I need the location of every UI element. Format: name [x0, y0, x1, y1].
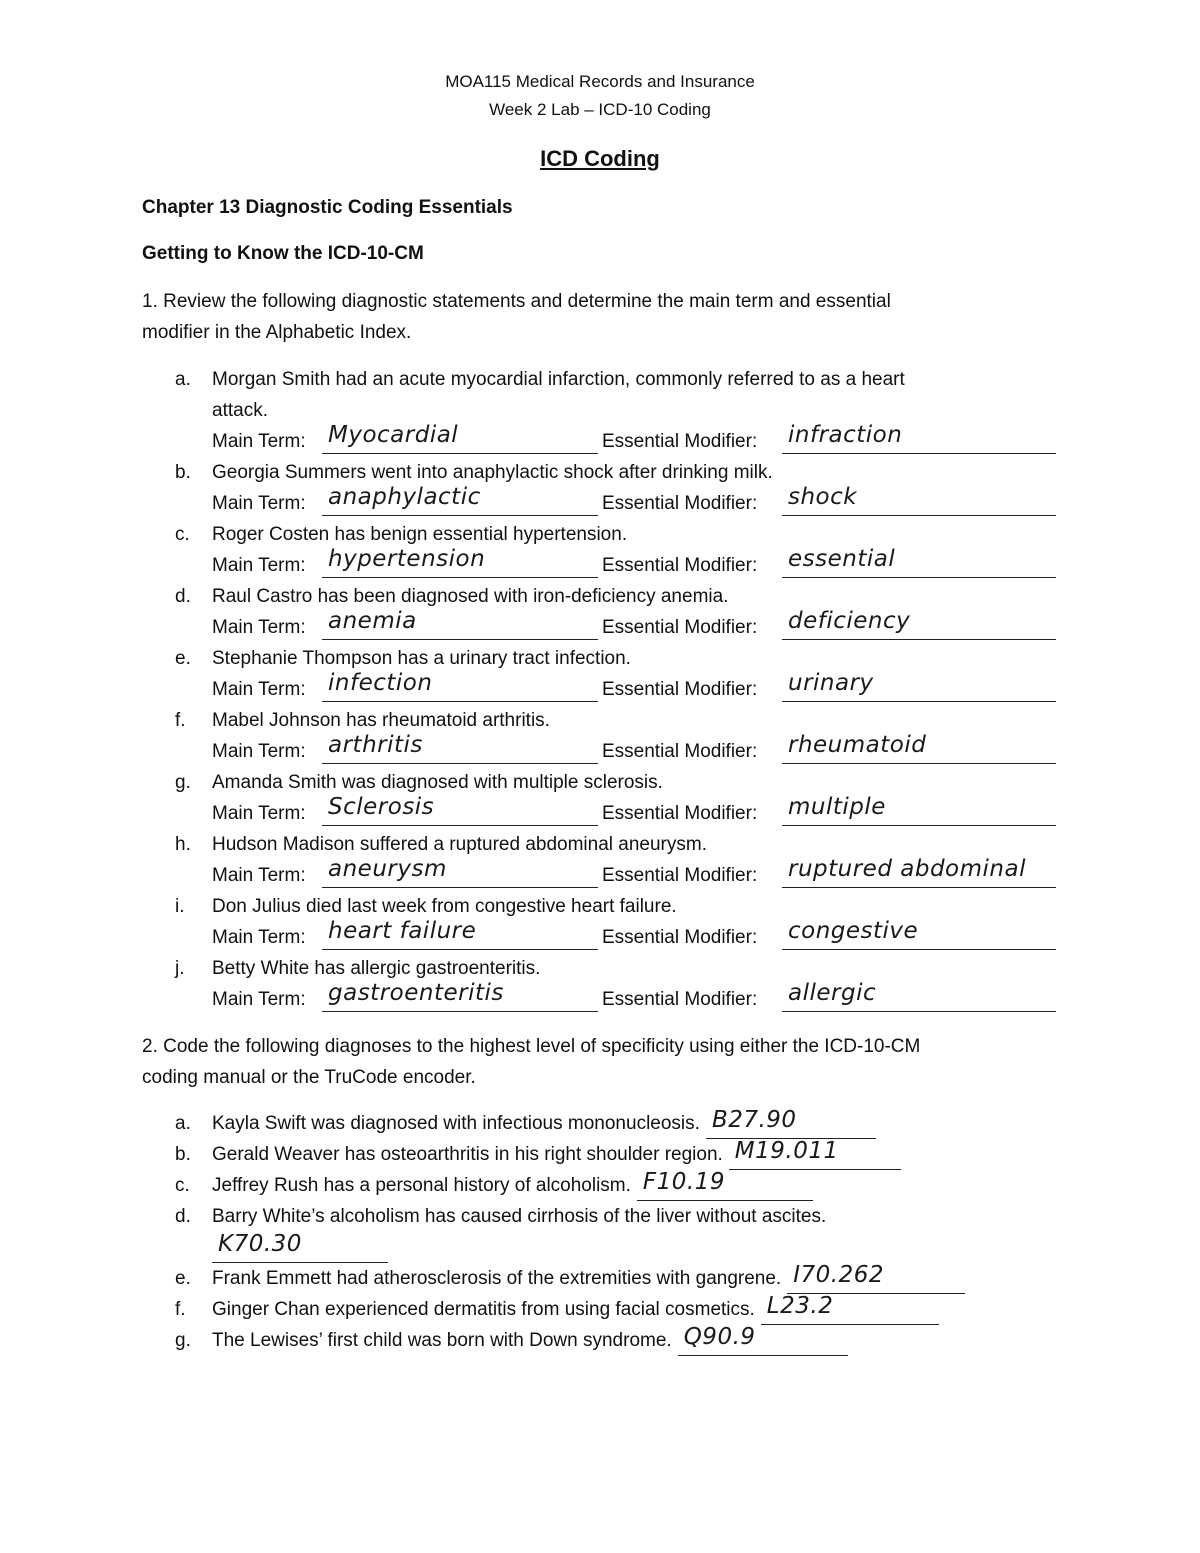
item-statement	[212, 1325, 848, 1356]
essential-modifier-label: Essential Modifier:	[602, 927, 758, 948]
essential-modifier-answer: shock	[788, 484, 858, 510]
essential-modifier-field[interactable]	[782, 856, 1056, 888]
item-letter: f.	[175, 710, 186, 731]
question-item	[142, 519, 1062, 550]
main-term-field[interactable]	[322, 856, 598, 888]
essential-modifier-field[interactable]	[782, 794, 1056, 826]
code-answer: B27.90	[711, 1107, 797, 1133]
main-term-field[interactable]	[322, 422, 598, 454]
item-letter: e.	[175, 648, 191, 669]
item-letter: d.	[175, 1206, 191, 1227]
item-statement-line2: attack.	[212, 400, 268, 421]
answer-line	[212, 422, 1062, 457]
item-text: The Lewises’ first child was born with Down syndrome.	[212, 1330, 672, 1351]
main-term-label: Main Term:	[212, 617, 306, 638]
code-line-wrap	[212, 1232, 388, 1263]
code-answer: Q90.9	[683, 1324, 756, 1350]
main-term-answer: hypertension	[328, 546, 486, 572]
item-letter: g.	[175, 1330, 191, 1351]
essential-modifier-label: Essential Modifier:	[602, 431, 758, 452]
question-2-prompt-line1: 2. Code the following diagnoses to the highest level of specificity using either the ICD-10-CM	[142, 1036, 921, 1057]
course-title: MOA115 Medical Records and Insurance	[445, 72, 755, 91]
item-statement: Georgia Summers went into anaphylactic shock after drinking milk.	[212, 462, 773, 483]
item-letter: b.	[175, 462, 191, 483]
main-term-label: Main Term:	[212, 865, 306, 886]
main-term-field[interactable]	[322, 546, 598, 578]
item-statement	[212, 1139, 901, 1170]
essential-modifier-field[interactable]	[782, 484, 1056, 516]
question-2-prompt-line2: coding manual or the TruCode encoder.	[142, 1067, 476, 1088]
answer-line	[212, 608, 1062, 643]
item-statement	[212, 1263, 965, 1294]
question-item	[142, 1170, 1062, 1201]
item-text: Jeffrey Rush has a personal history of alcoholism.	[212, 1175, 631, 1196]
main-term-label: Main Term:	[212, 927, 306, 948]
essential-modifier-label: Essential Modifier:	[602, 803, 758, 824]
main-term-field[interactable]	[322, 980, 598, 1012]
code-field[interactable]	[706, 1107, 876, 1139]
item-statement: Roger Costen has benign essential hypertension.	[212, 524, 628, 545]
question-1-prompt-line2: modifier in the Alphabetic Index.	[142, 322, 412, 343]
essential-modifier-label: Essential Modifier:	[602, 989, 758, 1010]
item-letter: i.	[175, 896, 185, 917]
item-statement: Don Julius died last week from congestive heart failure.	[212, 896, 677, 917]
essential-modifier-answer: urinary	[788, 670, 874, 696]
main-term-label: Main Term:	[212, 555, 306, 576]
code-field[interactable]	[212, 1231, 388, 1263]
question-item	[142, 1263, 1062, 1294]
item-letter: c.	[175, 524, 190, 545]
essential-modifier-answer: ruptured abdominal	[788, 856, 1026, 882]
main-term-answer: anaphylactic	[328, 484, 481, 510]
essential-modifier-label: Essential Modifier:	[602, 741, 758, 762]
item-letter: g.	[175, 772, 191, 793]
item-statement	[212, 1108, 876, 1139]
item-statement	[212, 1294, 939, 1325]
answer-line	[212, 794, 1062, 829]
code-field[interactable]	[761, 1293, 939, 1325]
essential-modifier-field[interactable]	[782, 732, 1056, 764]
code-answer: M19.011	[734, 1138, 839, 1164]
question-item	[142, 364, 1062, 395]
item-text: Barry White’s alcoholism has caused cirrhosis of the liver without ascites.	[212, 1206, 827, 1227]
question-2-prompt	[142, 1031, 1022, 1093]
item-statement: Betty White has allergic gastroenteritis.	[212, 958, 541, 979]
essential-modifier-answer: rheumatoid	[788, 732, 927, 758]
essential-modifier-label: Essential Modifier:	[602, 555, 758, 576]
main-term-answer: infection	[328, 670, 433, 696]
essential-modifier-field[interactable]	[782, 608, 1056, 640]
main-term-answer: arthritis	[328, 732, 423, 758]
item-statement: Hudson Madison suffered a ruptured abdominal aneurysm.	[212, 834, 707, 855]
item-letter: c.	[175, 1175, 190, 1196]
item-text: Gerald Weaver has osteoarthritis in his right shoulder region.	[212, 1144, 723, 1165]
main-term-label: Main Term:	[212, 741, 306, 762]
item-letter: a.	[175, 1113, 191, 1134]
main-term-answer: Sclerosis	[328, 794, 435, 820]
main-term-answer: gastroenteritis	[328, 980, 504, 1006]
question-item	[142, 1139, 1062, 1170]
lab-title: Week 2 Lab – ICD-10 Coding	[489, 100, 711, 119]
question-item	[142, 953, 1062, 984]
item-letter: b.	[175, 1144, 191, 1165]
item-letter: e.	[175, 1268, 191, 1289]
main-term-answer: anemia	[328, 608, 417, 634]
item-statement: Raul Castro has been diagnosed with iron-deficiency anemia.	[212, 586, 729, 607]
essential-modifier-answer: multiple	[788, 794, 886, 820]
main-term-field[interactable]	[322, 794, 598, 826]
main-term-label: Main Term:	[212, 679, 306, 700]
code-answer: L23.2	[766, 1293, 834, 1319]
item-letter: j.	[175, 958, 185, 979]
item-statement: Mabel Johnson has rheumatoid arthritis.	[212, 710, 550, 731]
code-field[interactable]	[678, 1324, 848, 1356]
item-text: Frank Emmett had atherosclerosis of the extremities with gangrene.	[212, 1268, 782, 1289]
item-statement: Amanda Smith was diagnosed with multiple sclerosis.	[212, 772, 663, 793]
essential-modifier-field[interactable]	[782, 670, 1056, 702]
chapter-heading: Chapter 13 Diagnostic Coding Essentials	[142, 197, 513, 218]
item-statement: Morgan Smith had an acute myocardial infarction, commonly referred to as a heart	[212, 369, 905, 390]
code-field[interactable]	[729, 1138, 901, 1170]
essential-modifier-answer: essential	[788, 546, 896, 572]
essential-modifier-field[interactable]	[782, 546, 1056, 578]
answer-line	[212, 732, 1062, 767]
essential-modifier-field[interactable]	[782, 422, 1056, 454]
main-term-answer: Myocardial	[328, 422, 459, 448]
answer-line	[212, 980, 1062, 1015]
question-item	[142, 457, 1062, 488]
answer-line	[212, 670, 1062, 705]
item-statement: Stephanie Thompson has a urinary tract infection.	[212, 648, 631, 669]
main-term-field[interactable]	[322, 918, 598, 950]
subheading: Getting to Know the ICD-10-CM	[142, 243, 424, 264]
question-item	[142, 1294, 1062, 1325]
main-term-label: Main Term:	[212, 493, 306, 514]
question-1-prompt	[142, 286, 1022, 348]
essential-modifier-answer: congestive	[788, 918, 919, 944]
code-field[interactable]	[787, 1262, 965, 1294]
answer-line	[212, 856, 1062, 891]
code-answer: F10.19	[642, 1169, 725, 1195]
essential-modifier-answer: allergic	[788, 980, 877, 1006]
question-item	[142, 1201, 1062, 1232]
essential-modifier-answer: deficiency	[788, 608, 911, 634]
item-statement	[212, 1201, 826, 1232]
main-term-label: Main Term:	[212, 803, 306, 824]
main-term-field[interactable]	[322, 732, 598, 764]
question-item	[142, 1325, 1062, 1356]
question-item	[142, 643, 1062, 674]
item-letter: d.	[175, 586, 191, 607]
essential-modifier-field[interactable]	[782, 980, 1056, 1012]
item-letter: h.	[175, 834, 191, 855]
question-item	[142, 581, 1062, 612]
item-statement	[212, 1170, 813, 1201]
question-item	[142, 1108, 1062, 1139]
essential-modifier-label: Essential Modifier:	[602, 493, 758, 514]
essential-modifier-field[interactable]	[782, 918, 1056, 950]
code-answer: K70.30	[218, 1231, 302, 1257]
main-term-field[interactable]	[322, 608, 598, 640]
main-term-answer: aneurysm	[328, 856, 447, 882]
answer-line	[212, 484, 1062, 519]
code-field[interactable]	[637, 1169, 813, 1201]
question-item-continued	[142, 395, 1062, 426]
main-term-field[interactable]	[322, 670, 598, 702]
main-term-label: Main Term:	[212, 989, 306, 1010]
essential-modifier-answer: infraction	[788, 422, 903, 448]
answer-line	[212, 918, 1062, 953]
question-item	[142, 891, 1062, 922]
item-letter: a.	[175, 369, 191, 390]
essential-modifier-label: Essential Modifier:	[602, 617, 758, 638]
question-item	[142, 767, 1062, 798]
item-text: Kayla Swift was diagnosed with infectious mononucleosis.	[212, 1113, 700, 1134]
item-letter: f.	[175, 1299, 186, 1320]
essential-modifier-label: Essential Modifier:	[602, 865, 758, 886]
main-term-label: Main Term:	[212, 431, 306, 452]
page-title: ICD Coding	[540, 146, 660, 171]
essential-modifier-label: Essential Modifier:	[602, 679, 758, 700]
main-term-field[interactable]	[322, 484, 598, 516]
item-text: Ginger Chan experienced dermatitis from using facial cosmetics.	[212, 1299, 755, 1320]
question-1-prompt-line1: 1. Review the following diagnostic statements and determine the main term and essential	[142, 291, 891, 312]
code-line	[142, 1232, 1062, 1263]
code-answer: I70.262	[793, 1262, 884, 1288]
answer-line	[212, 546, 1062, 581]
main-term-answer: heart failure	[328, 918, 477, 944]
